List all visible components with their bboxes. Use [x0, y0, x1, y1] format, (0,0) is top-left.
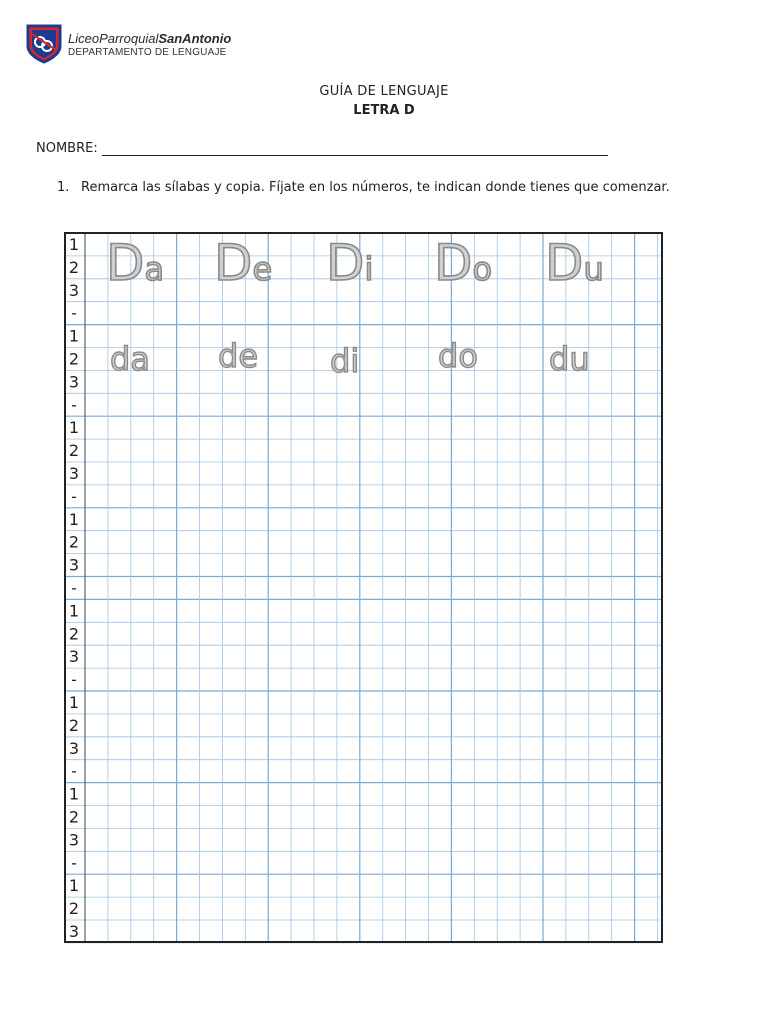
row-label: 3: [68, 372, 80, 392]
school-name: LiceoParroquialSanAntonio: [68, 30, 232, 46]
school-crest-logo: [26, 24, 62, 64]
trace-syllable-lower: de: [218, 337, 258, 375]
row-label: 2: [68, 624, 80, 644]
trace-syllable-upper: Du: [545, 234, 604, 292]
row-label: 1: [68, 693, 80, 712]
row-label: 1: [68, 784, 80, 804]
row-label: 1: [68, 601, 80, 621]
trace-syllable-lower: do: [438, 337, 478, 375]
row-label: 2: [68, 532, 80, 552]
writing-grid-worksheet[interactable]: [64, 232, 665, 944]
row-label: -: [71, 395, 77, 415]
row-label: -: [71, 761, 77, 781]
document-subtitle: LETRA D: [353, 103, 415, 118]
instruction: [57, 178, 677, 197]
row-label: 1: [68, 326, 80, 346]
row-label: 2: [68, 899, 80, 919]
department-name: DEPARTAMENTO DE LENGUAJE: [68, 46, 227, 58]
instruction-number: 1.: [57, 180, 70, 195]
row-label: 1: [68, 876, 80, 896]
row-label: 3: [68, 647, 80, 667]
trace-syllable-lower: du: [549, 340, 590, 378]
instruction-text: Remarca las sílabas y copia. Fíjate en los números, te indican donde tienes que comenzar.: [81, 180, 670, 195]
trace-syllable-upper: Do: [434, 234, 493, 292]
trace-syllable-lower: di: [330, 342, 360, 380]
row-label: -: [71, 853, 77, 873]
row-label: 3: [68, 464, 80, 483]
row-label: -: [71, 670, 77, 690]
row-label: -: [71, 578, 77, 598]
row-label: 3: [68, 738, 80, 758]
trace-syllable-upper: De: [214, 234, 273, 292]
row-label: 3: [68, 922, 80, 941]
row-label: 2: [68, 807, 80, 827]
trace-syllable-upper: Di: [326, 234, 374, 292]
row-label: 2: [68, 349, 80, 369]
row-label: -: [71, 486, 77, 506]
row-label: 1: [68, 509, 80, 529]
trace-syllable-lower: da: [110, 340, 150, 378]
name-blank-line[interactable]: [102, 141, 608, 156]
school-header: [26, 24, 231, 64]
name-field[interactable]: [36, 141, 608, 156]
row-label: 3: [68, 830, 80, 850]
row-label: 2: [68, 257, 80, 277]
document-title: GUÍA DE LENGUAJE: [319, 84, 449, 99]
row-label: 2: [68, 441, 80, 461]
trace-syllable-upper: Da: [106, 234, 165, 292]
row-label: 3: [68, 280, 80, 300]
row-label: 3: [68, 555, 80, 575]
row-label: 1: [68, 235, 80, 254]
row-label: -: [71, 303, 77, 323]
name-label: NOMBRE:: [36, 141, 98, 156]
row-label: 1: [68, 418, 80, 438]
row-label: 2: [68, 715, 80, 735]
